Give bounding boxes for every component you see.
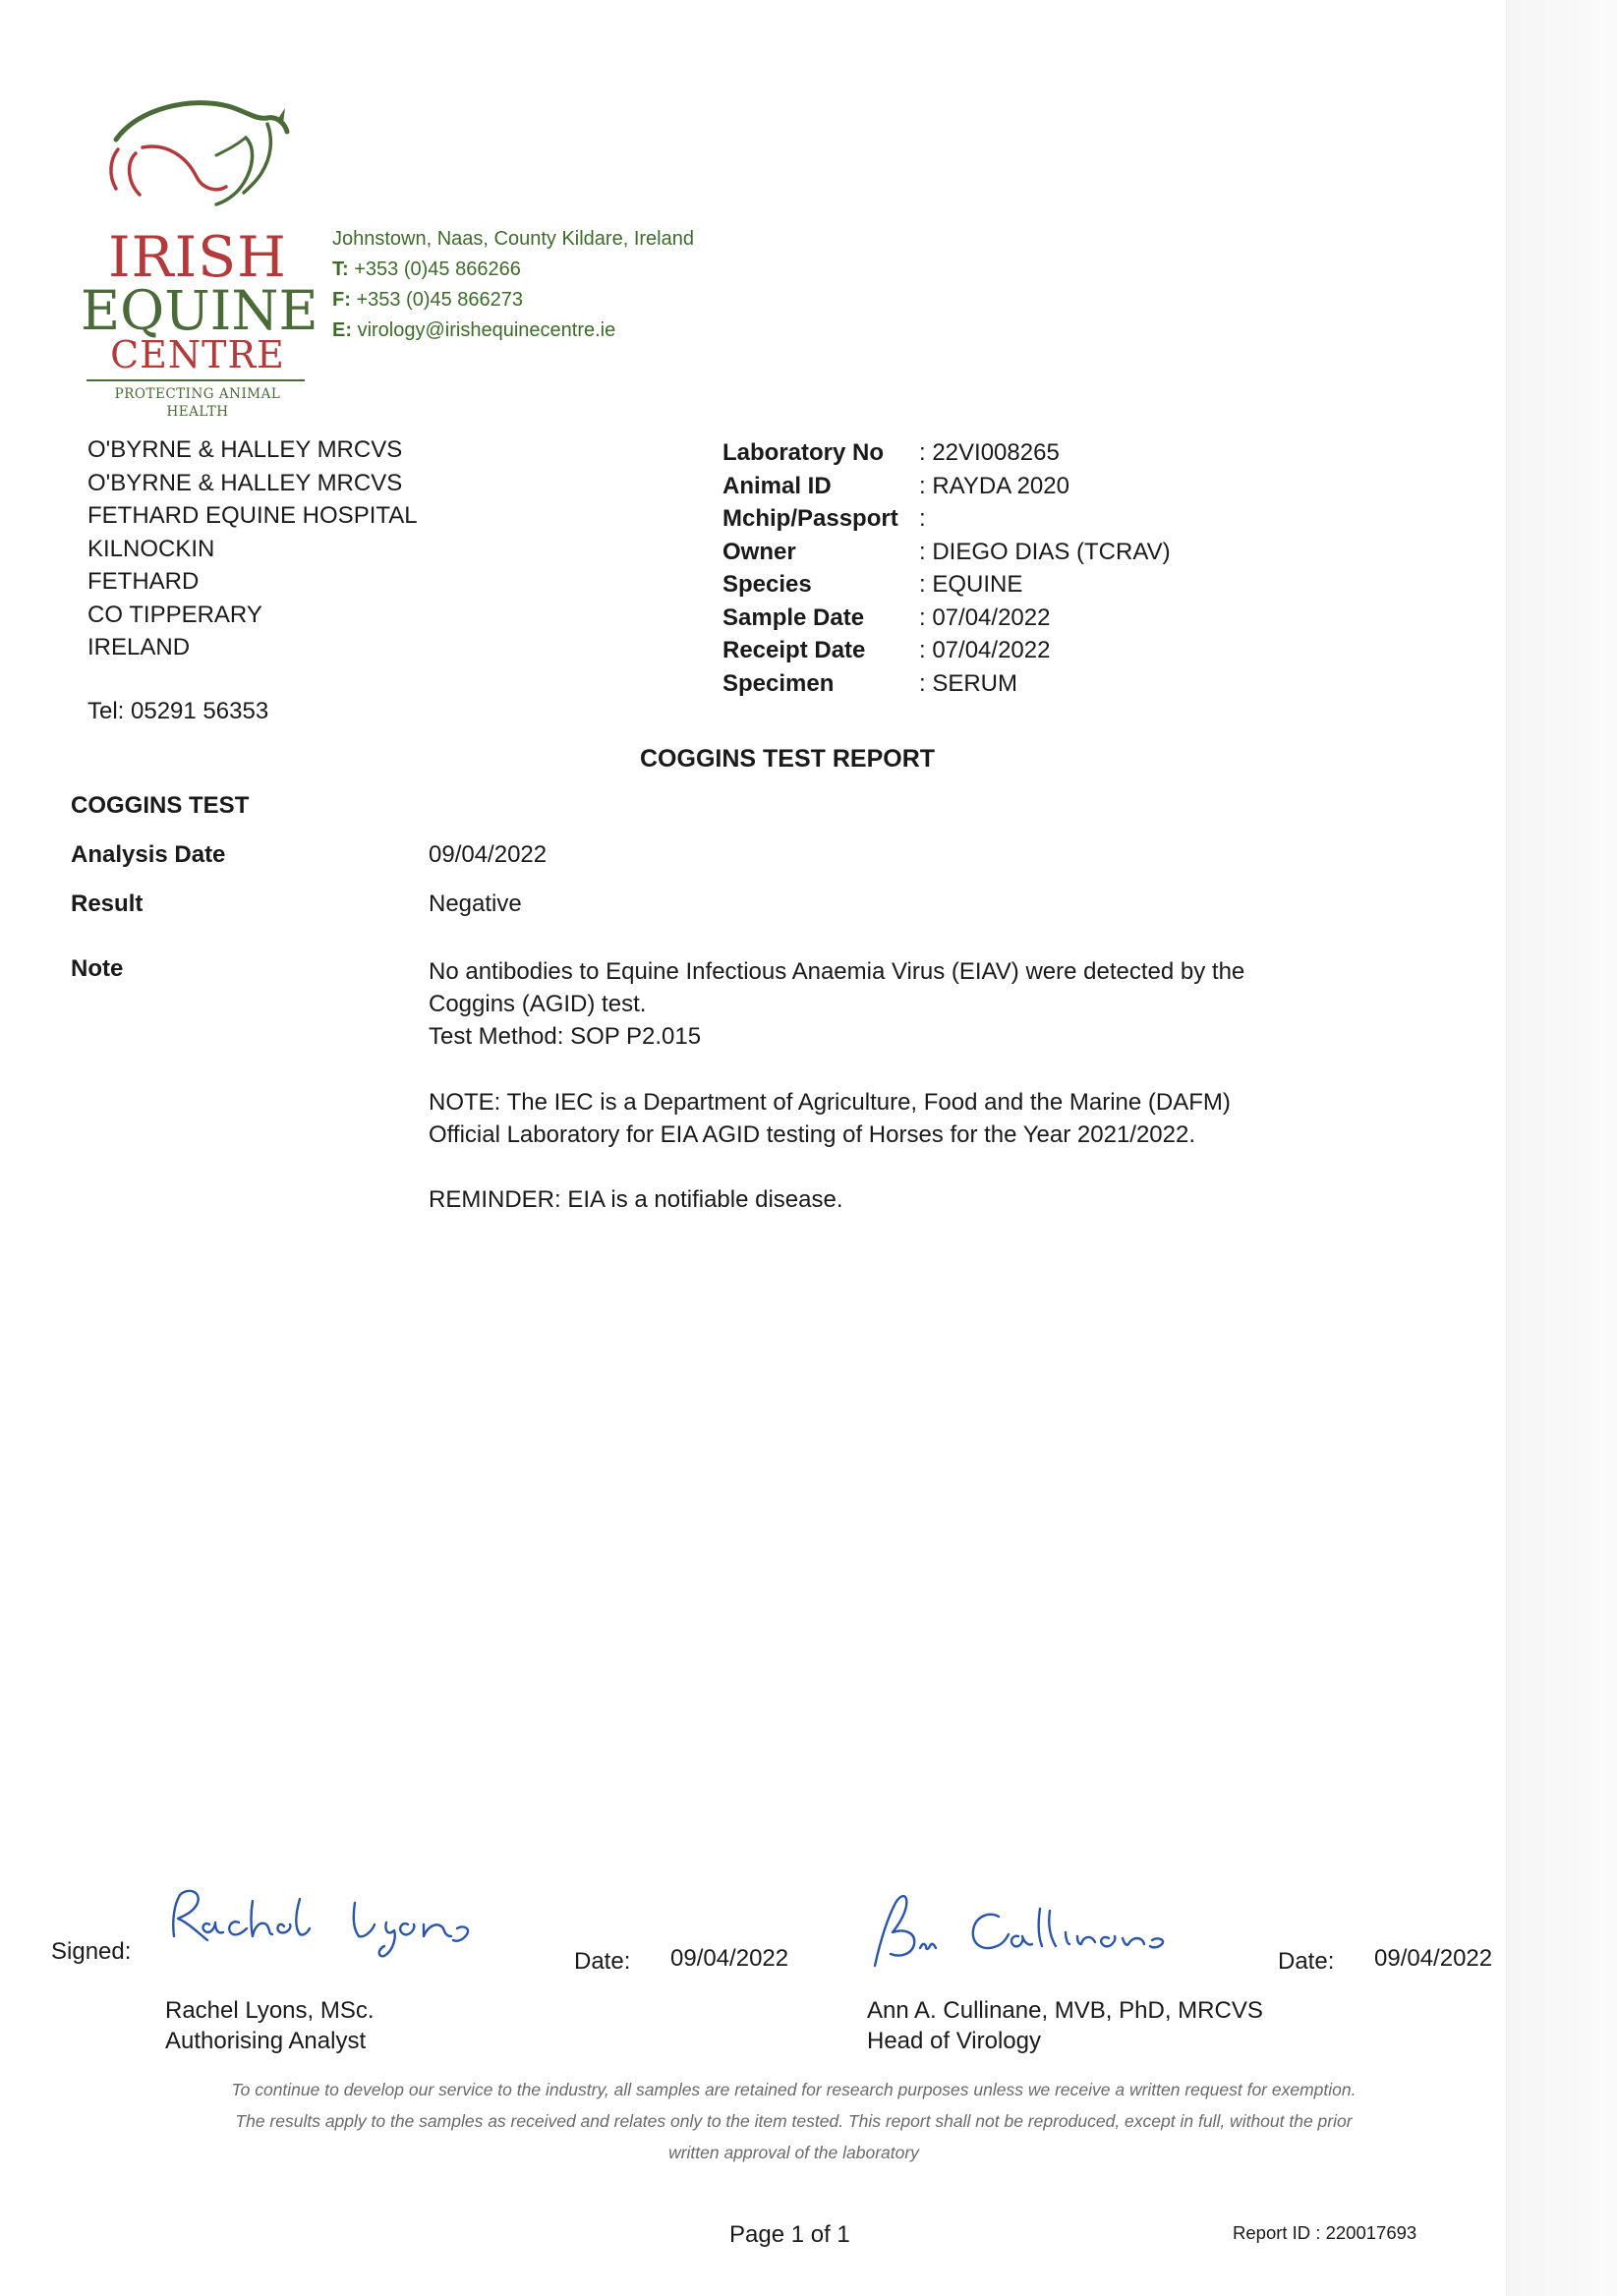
result-label: Result xyxy=(71,890,144,917)
detail-label: Specimen xyxy=(722,669,835,697)
logo-divider xyxy=(87,379,305,381)
address-line: O'BYRNE & HALLEY MRCVS xyxy=(87,436,403,463)
detail-value: : RAYDA 2020 xyxy=(919,472,1069,499)
address-line: IRELAND xyxy=(87,634,191,660)
logo-word-centre: CENTRE xyxy=(110,333,285,376)
disclaimer-line: written approval of the laboratory xyxy=(668,2143,919,2162)
signature-rachel-lyons xyxy=(162,1885,487,1964)
detail-row-animal-id xyxy=(722,470,1171,503)
detail-label: Sample Date xyxy=(722,603,865,631)
report-title: COGGINS TEST REPORT xyxy=(640,745,936,773)
detail-label: Mchip/Passport xyxy=(722,505,898,532)
fax-value: +353 (0)45 866273 xyxy=(356,289,524,311)
address-line: FETHARD xyxy=(87,568,200,595)
lab-phone xyxy=(332,255,694,285)
address-line: KILNOCKIN xyxy=(87,535,215,562)
logo-tagline: PROTECTING ANIMAL HEALTH xyxy=(114,386,281,420)
address-line: FETHARD EQUINE HOSPITAL xyxy=(87,502,418,529)
scan-edge-shading xyxy=(1506,0,1617,2296)
note-paragraph: NOTE: The IEC is a Department of Agriculture, Food and the Marine (DAFM) Official Laboratory for EIA AGID testing of Horses for the Year 2021/2022. xyxy=(429,1088,1231,1148)
lab-address: Johnstown, Naas, County Kildare, Ireland xyxy=(332,228,694,250)
lab-fax xyxy=(332,285,694,316)
signer1-role: Authorising Analyst xyxy=(165,2028,367,2054)
page-number: Page 1 of 1 xyxy=(729,2221,850,2248)
phone-label: T: xyxy=(332,258,349,280)
result-value: Negative xyxy=(429,890,522,917)
detail-label: Owner xyxy=(722,538,796,565)
disclaimer-line: The results apply to the samples as received and relates only to the item tested. This report shall not be reproduced, except in full, without the prior xyxy=(235,2111,1353,2131)
signer2-role: Head of Virology xyxy=(867,2028,1041,2054)
report-id: Report ID : 220017693 xyxy=(1233,2222,1417,2243)
logo-word-equine: EQUINE xyxy=(81,279,318,342)
detail-value: : 07/04/2022 xyxy=(919,603,1051,631)
signed-label: Signed: xyxy=(51,1938,132,1965)
lab-email xyxy=(332,316,694,346)
note-label: Note xyxy=(71,955,124,982)
detail-row-sample-date xyxy=(722,602,1171,635)
recipient-tel: Tel: 05291 56353 xyxy=(87,698,269,724)
date-value-1: 09/04/2022 xyxy=(670,1945,789,1972)
signer1-name: Rachel Lyons, MSc. xyxy=(165,1997,375,2024)
detail-value: : 07/04/2022 xyxy=(919,637,1051,663)
detail-row-owner xyxy=(722,536,1171,569)
disclaimer xyxy=(147,2074,1440,2168)
detail-value: : EQUINE xyxy=(919,571,1023,598)
fax-label: F: xyxy=(332,289,351,311)
detail-value: : xyxy=(919,505,926,532)
detail-value: : 22VI008265 xyxy=(919,439,1060,466)
detail-row-laboratory-no xyxy=(722,436,1171,470)
detail-row-mchip-passport xyxy=(722,502,1171,536)
signature-ann-cullinane xyxy=(865,1889,1180,1968)
note-paragraph: No antibodies to Equine Infectious Anaemia Virus (EIAV) were detected by the Coggins (AGID) test. xyxy=(429,958,1245,1018)
analysis-date-value: 09/04/2022 xyxy=(429,841,548,868)
recipient-address xyxy=(87,433,418,664)
email-label: E: xyxy=(332,319,352,341)
note-paragraph: Test Method: SOP P2.015 xyxy=(429,1023,702,1051)
analysis-date-label: Analysis Date xyxy=(71,841,226,868)
note-paragraph: REMINDER: EIA is a notifiable disease. xyxy=(429,1186,843,1214)
test-section-title: COGGINS TEST xyxy=(71,792,250,819)
detail-row-receipt-date xyxy=(722,634,1171,667)
detail-value: : DIEGO DIAS (TCRAV) xyxy=(919,538,1171,565)
address-line: O'BYRNE & HALLEY MRCVS xyxy=(87,469,403,496)
phone-value: +353 (0)45 866266 xyxy=(354,258,521,280)
sample-details xyxy=(722,436,1171,700)
detail-row-species xyxy=(722,568,1171,602)
email-value: virology@irishequinecentre.ie xyxy=(357,319,616,341)
date-value-2: 09/04/2022 xyxy=(1374,1945,1493,1972)
detail-label: Laboratory No xyxy=(722,439,885,466)
logo-word-irish: IRISH xyxy=(108,225,287,290)
note-text xyxy=(429,955,1274,1248)
disclaimer-line: To continue to develop our service to the industry, all samples are retained for research purposes unless we receive a written request for exemption. xyxy=(231,2080,1357,2099)
lab-contact-block xyxy=(332,224,694,346)
detail-label: Species xyxy=(722,571,812,598)
address-line: CO TIPPERARY xyxy=(87,601,262,628)
date-label-2: Date: xyxy=(1278,1948,1335,1975)
detail-value: : SERUM xyxy=(919,669,1018,697)
signer2-name: Ann A. Cullinane, MVB, PhD, MRCVS xyxy=(867,1997,1263,2024)
detail-row-specimen xyxy=(722,667,1171,701)
horse-logo-icon xyxy=(98,98,295,216)
detail-label: Animal ID xyxy=(722,472,832,499)
detail-label: Receipt Date xyxy=(722,637,866,663)
date-label-1: Date: xyxy=(574,1948,631,1975)
